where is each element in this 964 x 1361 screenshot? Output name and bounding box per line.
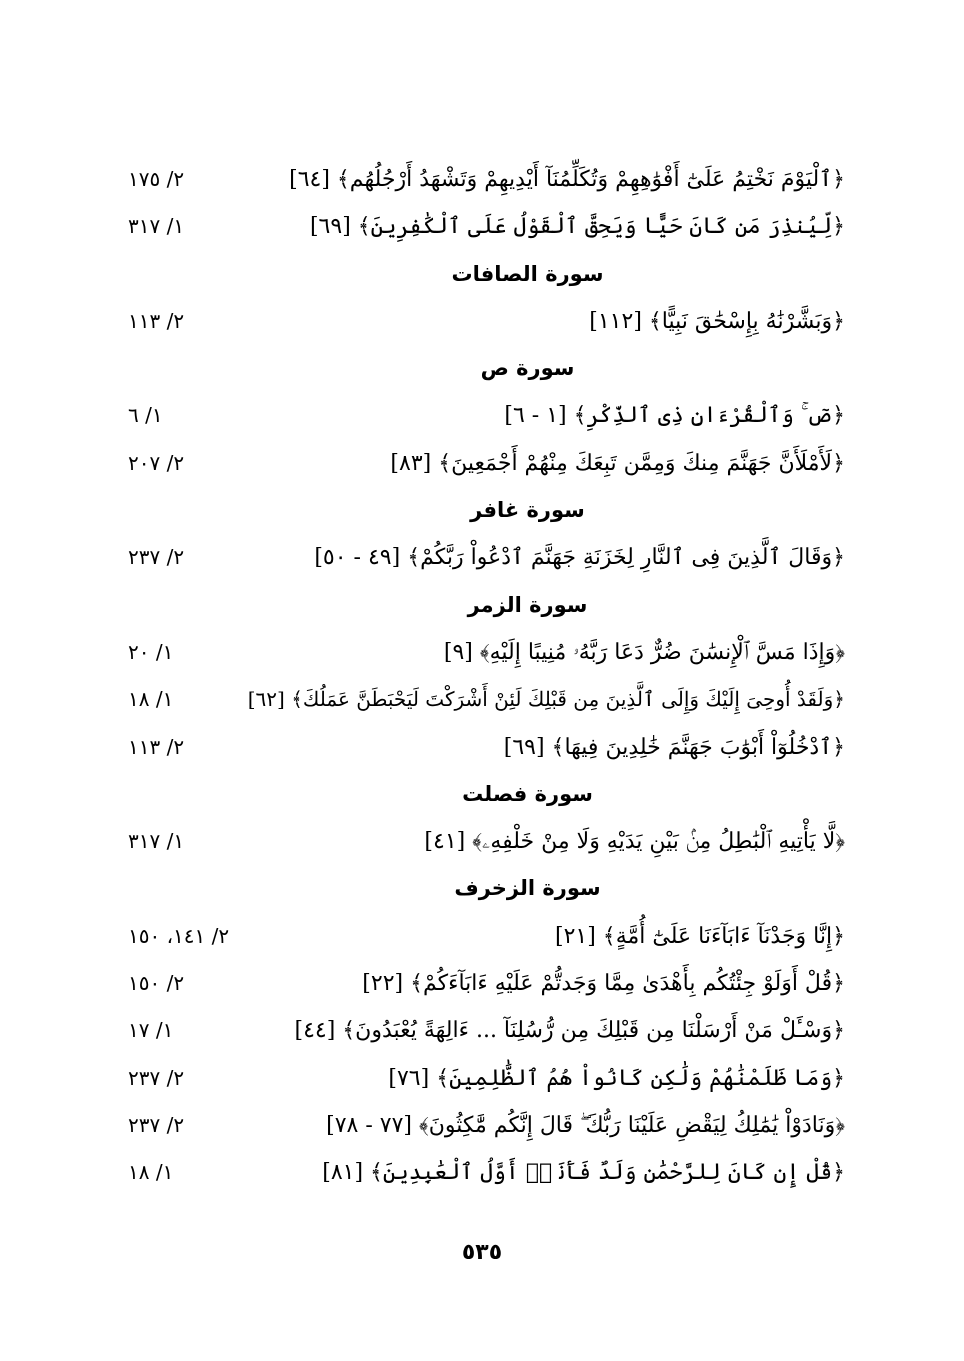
volume-page-reference: ٢/ ٢٣٧ (128, 545, 185, 570)
verse-entry (120, 724, 845, 771)
verse-text: ﴿لَأَمْلَأَنَّ جَهَنَّمَ مِنكَ وَمِمَّن تَبِعَكَ مِنْهُمْ أَجْمَعِينَ﴾ [٨٣] (390, 450, 845, 476)
surah-heading (120, 345, 845, 392)
volume-page-reference: ٢/ ٢٠٧ (128, 450, 185, 475)
verse-entry (120, 392, 845, 439)
surah-title: سورة الزخرف (454, 876, 601, 901)
verse-text: ﴿وَقَالَ ٱلَّذِينَ فِى ٱلنَّارِ لِخَزَنَةِ جَهَنَّمَ ٱدْعُواْ رَبَّكُمْ﴾ [٤٩ - ٥٠] (314, 545, 845, 571)
verse-entry (120, 818, 845, 865)
verse-text: ﴿إِنَّا وَجَدْنَآ ءَابَآءَنَا عَلَىٰٓ أُمَّةٍ﴾ [٢١] (555, 923, 845, 949)
surah-title: سورة الصافات (451, 261, 604, 286)
volume-page-reference: ٢/ ١١٣ (128, 734, 185, 759)
verse-text: ﴿وَسْـَٔلْ مَنْ أَرْسَلْنَا مِن قَبْلِكَ مِن رُّسُلِنَآ ... ءَالِهَةً يُعْبَدُونَ﴾ [٤٤] (294, 1018, 845, 1044)
verse-text: ﴿وَإِذَا مَسَّ ٱلْإِنسَٰنَ ضُرٌّ دَعَا رَبَّهُۥ مُنِيبًا إِلَيْهِ﴾ [٩] (443, 639, 845, 665)
verse-text: ﴿قُلْ إِن كَانَ لِلرَّحْمَٰنِ وَلَدٌ فَأَنَا۠ أَوَّلُ ٱلْعَٰبِدِينَ﴾ [٨١] (322, 1160, 845, 1186)
surah-heading (120, 771, 845, 818)
verse-entry (120, 960, 845, 1007)
verse-entry (120, 203, 845, 250)
verse-text: ﴿صٓ ۚ وَٱلْقُرْءَانِ ذِى ٱلذِّكْرِ﴾ [١ - ٦] (504, 403, 845, 429)
verse-entry (120, 298, 845, 345)
verse-text: ﴿وَلَقَدْ أُوحِىَ إِلَيْكَ وَإِلَى ٱلَّذِينَ مِن قَبْلِكَ لَئِنْ أَشْرَكْتَ لَيَحْبَطَنَّ عَمَلُكَ﴾ [٦٢] (247, 687, 845, 712)
volume-page-reference: ٢/ ١٥٠ (128, 971, 185, 996)
surah-title: سورة غافر (470, 498, 585, 523)
verse-text: ﴿وَبَشَّرْنَٰهُ بِإِسْحَٰقَ نَبِيًّا﴾ [١١٢] (589, 308, 845, 334)
surah-heading (120, 865, 845, 912)
surah-title: سورة فصلت (462, 781, 593, 806)
verse-entry (120, 534, 845, 581)
volume-page-reference: ١/ ١٧ (128, 1018, 174, 1043)
verse-entry (120, 156, 845, 203)
surah-heading (120, 582, 845, 629)
surah-title: سورة الزمر (467, 592, 588, 617)
verse-entry (120, 629, 845, 676)
volume-page-reference: ١/ ١٨ (128, 1160, 174, 1185)
verse-entry (120, 676, 845, 723)
volume-page-reference: ١/ ٢٠ (128, 639, 174, 664)
verse-entry (120, 1055, 845, 1102)
volume-page-reference: ٢/ ٢٣٧ (128, 1112, 185, 1137)
volume-page-reference: ٢/ ١٧٥ (128, 167, 185, 191)
verse-text: ﴿وَنَادَوْاْ يَٰمَٰلِكُ لِيَقْضِ عَلَيْنَا رَبُّكَ ۖ قَالَ إِنَّكُم مَّٰكِثُونَ﴾ [٧٧ - ٧٨] (326, 1112, 845, 1138)
surah-heading (120, 251, 845, 298)
verse-entry (120, 1102, 845, 1149)
verse-text: ﴿ٱلْيَوْمَ نَخْتِمُ عَلَىٰٓ أَفْوَٰهِهِمْ وَتُكَلِّمُنَآ أَيْدِيهِمْ وَتَشْهَدُ أَرْجُلُهُم﴾ [٦٤] (289, 167, 845, 192)
verse-index-list (120, 156, 845, 1197)
volume-page-reference: ١/ ٣١٧ (128, 829, 185, 854)
volume-page-reference: ٢/ ٢٣٧ (128, 1065, 185, 1090)
verse-entry (120, 1149, 845, 1196)
volume-page-reference: ٢/ ١٤١، ١٥٠ (128, 923, 230, 948)
verse-text: ﴿لِّيُنذِرَ مَن كَانَ حَيًّا وَيَحِقَّ ٱلْقَوْلُ عَلَى ٱلْكَٰفِرِينَ﴾ [٦٩] (309, 214, 845, 240)
page-number: ٥٣٥ (461, 1240, 503, 1265)
volume-page-reference: ٢/ ١١٣ (128, 308, 185, 333)
surah-title: سورة ص (480, 356, 575, 381)
verse-entry (120, 1007, 845, 1054)
verse-entry (120, 440, 845, 487)
verse-entry (120, 913, 845, 960)
volume-page-reference: ١/ ٣١٧ (128, 214, 185, 239)
verse-text: ﴿لَّا يَأْتِيهِ ٱلْبَٰطِلُ مِنۢ بَيْنِ يَدَيْهِ وَلَا مِنْ خَلْفِهِۦ﴾ [٤١] (424, 829, 845, 855)
verse-text: ﴿ٱدْخُلُوٓاْ أَبْوَٰبَ جَهَنَّمَ خَٰلِدِينَ فِيهَا﴾ [٦٩] (503, 734, 845, 760)
volume-page-reference: ١/ ١٨ (128, 687, 174, 712)
surah-heading (120, 487, 845, 534)
verse-text: ﴿وَمَا ظَلَمْنَٰهُمْ وَلَٰكِن كَانُواْ هُمُ ٱلظَّٰلِمِينَ﴾ [٧٦] (388, 1065, 845, 1091)
verse-text: ﴿قُلْ أَوَلَوْ جِئْتُكُم بِأَهْدَىٰ مِمَّا وَجَدتُّمْ عَلَيْهِ ءَابَآءَكُمْ﴾ [٢٢] (362, 971, 845, 997)
volume-page-reference: ١/ ٦ (128, 403, 163, 428)
